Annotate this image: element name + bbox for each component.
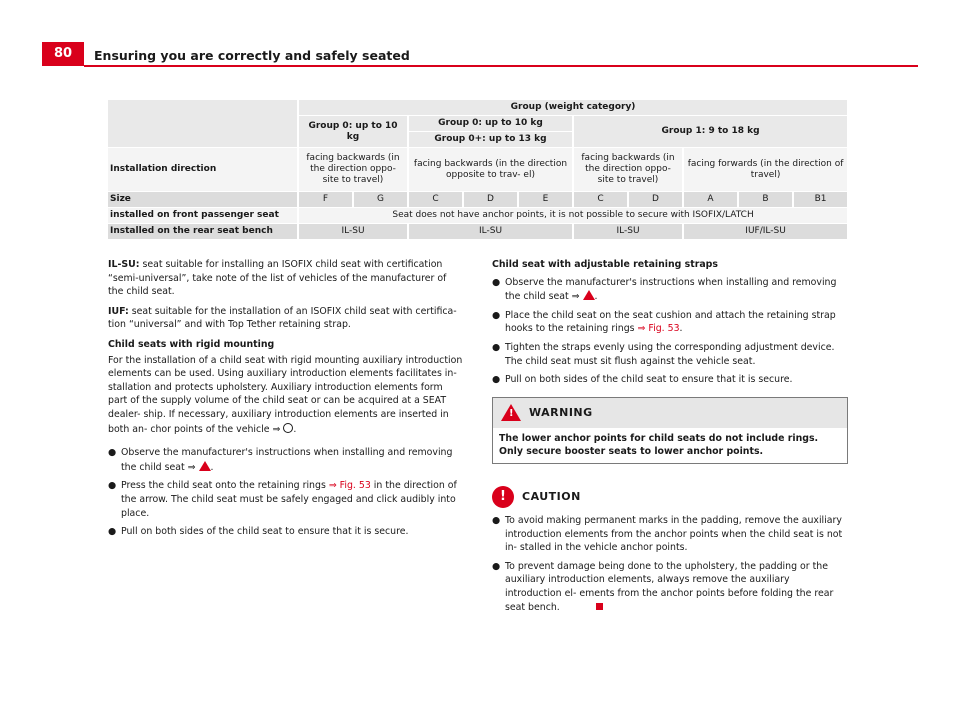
page-number: 80: [42, 42, 84, 66]
caution-title: CAUTION: [522, 490, 581, 504]
ilsu-text: seat suitable for installing an ISOFIX child seat with certification “semi-universal”, take note of the list of vehicles of the manufacturer of the child seat.: [108, 259, 447, 298]
bullet-text: To prevent damage being done to the upholstery, the padding or the auxiliary introduction elements, always remove the auxiliary introduction el- ements from the anchor points before folding the rear seat bench.: [505, 560, 834, 613]
list-item: ● To prevent damage being done to the upholstery, the padding or the auxiliary introduction elements, always remove the auxiliary introduction el- ements from the anchor points before folding the rear seat bench.: [492, 560, 834, 613]
size-cell: D: [463, 192, 518, 208]
adjustable-heading: Child seat with adjustable retaining straps: [492, 259, 718, 270]
install-direction-3: facing backwards (in the direction oppo- site to travel): [573, 148, 683, 192]
table-corner: [108, 100, 298, 148]
rigid-paragraph: For the installation of a child seat with rigid mounting auxiliary introduction elements can be used. Using auxiliary introduction elements facilitates in- stallation and protects upholstery. Auxiliary introduction elements form part of the supply volume of the child seat or can be acquired at a SEAT dealer- ship. If necessary, auxiliary introduction elements are inserted in both an- chor points of the vehicle ⇒ .: [108, 354, 463, 435]
group0-header-b: Group 0: up to 10 kg: [408, 116, 573, 132]
front-seat-label: installed on front passenger seat: [108, 208, 298, 224]
right-column: [492, 258, 848, 619]
page-title: Ensuring you are correctly and safely seated: [94, 48, 410, 63]
install-direction-1: facing backwards (in the direction oppo- site to travel): [298, 148, 408, 192]
caution-header: [492, 486, 848, 508]
rigid-text: For the installation of a child seat with rigid mounting auxiliary introduction elements can be used. Using auxiliary introduction elements facilitates in- stallation and protects upholstery. Auxiliary introduction elements form part of the supply volume of the child seat or can be acquired at a SEAT dealer- ship. If necessary, auxiliary introduction elements are inserted in both an- chor points of the vehicle ⇒: [108, 354, 463, 435]
front-seat-value: Seat does not have anchor points, it is not possible to secure with ISOFIX/LATCH: [298, 208, 848, 224]
install-direction-2: facing backwards (in the direction opposite to trav- el): [408, 148, 573, 192]
rear-seat-value: IUF/IL-SU: [683, 224, 848, 240]
list-item: ● Tighten the straps evenly using the corresponding adjustment device. The child seat must sit flush against the vehicle seat.: [492, 341, 848, 368]
caution-exclamation-icon: !: [492, 486, 514, 508]
size-cell: G: [353, 192, 408, 208]
size-cell: C: [408, 192, 463, 208]
bullet-text: Observe the manufacturer's instructions when installing and removing the child seat ⇒: [121, 447, 453, 473]
child-seat-group-table: [108, 100, 849, 240]
list-item: ● Observe the manufacturer's instructions when installing and removing the child seat ⇒ .: [108, 447, 453, 473]
size-cell: E: [518, 192, 573, 208]
install-direction-4: facing forwards (in the direction of travel): [683, 148, 848, 192]
size-cell: C: [573, 192, 628, 208]
warning-header: [493, 398, 847, 428]
bullet-text: Press the child seat onto the retaining rings: [121, 480, 329, 492]
ilsu-definition: [108, 258, 464, 299]
list-item: ● To avoid making permanent marks in the padding, remove the auxiliary introduction elements from the anchor points when the child seat is not in- stalled in the vehicle anchor points.: [492, 514, 848, 555]
rear-seat-value: IL-SU: [298, 224, 408, 240]
warning-ref-icon[interactable]: [583, 290, 595, 300]
rigid-heading: Child seats with rigid mounting: [108, 338, 275, 350]
rear-seat-value: IL-SU: [573, 224, 683, 240]
size-cell: B: [738, 192, 793, 208]
size-cell: F: [298, 192, 353, 208]
bullet-text: .: [679, 323, 683, 335]
fig-53-link[interactable]: ⇒ Fig. 53: [328, 480, 371, 492]
section-end-marker: [596, 603, 603, 610]
list-item: ● Pull on both sides of the child seat to ensure that it is secure.: [492, 374, 793, 386]
install-direction-label: Installation direction: [108, 148, 298, 192]
size-cell: D: [628, 192, 683, 208]
size-label: Size: [108, 192, 298, 208]
iuf-text: seat suitable for the installation of an ISOFIX child seat with certifica- tion “universal” and with Top Tether retaining strap.: [108, 305, 457, 331]
group0plus-header: Group 0+: up to 13 kg: [408, 132, 573, 148]
warning-text: The lower anchor points for child seats do not include rings. Only secure booster seats to lower anchor points.: [499, 432, 819, 458]
page-header: [42, 42, 918, 66]
list-item: ● Pull on both sides of the child seat to ensure that it is secure.: [108, 526, 409, 538]
bullet-text: Place the child seat on the seat cushion and attach the retaining strap hooks to the retaining rings: [505, 309, 836, 335]
warning-triangle-icon: [501, 404, 521, 421]
warning-box: [492, 397, 848, 464]
size-cell: B1: [793, 192, 848, 208]
left-column: [108, 258, 464, 544]
warning-ref-icon[interactable]: [199, 461, 211, 471]
bullet-text: Tighten the straps evenly using the corresponding adjustment device. The child seat must sit flush against the vehicle seat.: [505, 341, 835, 367]
iuf-definition: [108, 305, 464, 332]
fig-53-link[interactable]: ⇒ Fig. 53: [637, 323, 680, 335]
warning-title: WARNING: [529, 405, 593, 419]
list-item: ● Press the child seat onto the retaining rings ⇒ Fig. 53 in the direction of the arrow. The child seat must be safely engaged and click audibly into place.: [108, 480, 457, 519]
caution-ref-icon[interactable]: [283, 423, 293, 433]
bullet-text: Observe the manufacturer's instructions when installing and removing the child seat ⇒: [505, 276, 837, 303]
iuf-term: IUF:: [108, 305, 129, 317]
group-title: Group (weight category): [298, 100, 848, 116]
list-item: ● Place the child seat on the seat cushion and attach the retaining strap hooks to the retaining rings ⇒ Fig. 53.: [492, 309, 836, 335]
bullet-text: in the direction of the arrow. The child seat must be safely engaged and click audibly into place.: [121, 480, 457, 519]
caution-section: [492, 486, 848, 614]
group1-header: Group 1: 9 to 18 kg: [573, 116, 848, 148]
list-item: ● Observe the manufacturer's instructions when installing and removing the child seat ⇒ .: [492, 276, 837, 303]
bullet-text: Pull on both sides of the child seat to ensure that it is secure.: [121, 526, 409, 538]
bullet-text: Pull on both sides of the child seat to ensure that it is secure.: [505, 374, 793, 386]
rear-seat-value: IL-SU: [408, 224, 573, 240]
bullet-text: To avoid making permanent marks in the padding, remove the auxiliary introduction elements from the anchor points when the child seat is not in- stalled in the vehicle anchor points.: [505, 514, 843, 554]
rear-seat-label: Installed on the rear seat bench: [108, 224, 298, 240]
ilsu-term: IL-SU:: [108, 259, 140, 270]
size-cell: A: [683, 192, 738, 208]
header-rule: [84, 65, 918, 67]
group0-header: Group 0: up to 10 kg: [298, 116, 408, 148]
